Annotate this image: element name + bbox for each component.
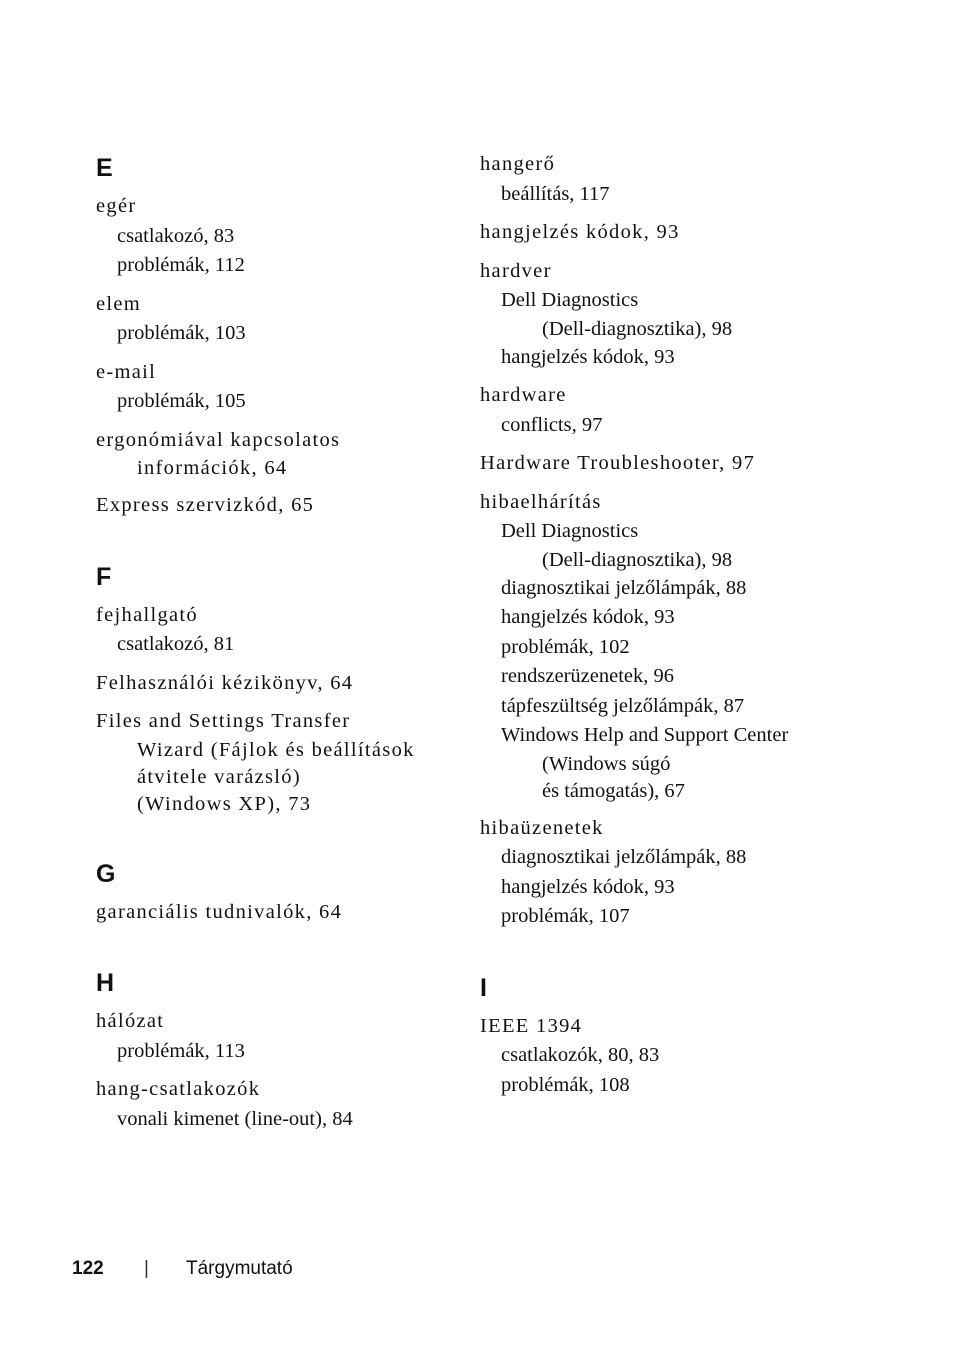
sub-entry xyxy=(480,411,930,441)
sub-entry-text: beállítás, 117 xyxy=(501,182,610,205)
sub-entry-text: hangjelzés kódok, 93 xyxy=(501,606,675,628)
section-letter: F xyxy=(96,562,112,591)
section-letter: G xyxy=(96,859,116,888)
sub-entry-text: problémák, 113 xyxy=(117,1039,245,1062)
entry-term-continuation: átvitele varázsló) xyxy=(137,765,301,788)
sub-entry xyxy=(480,1071,930,1101)
entry-term: Express szervizkód, 65 xyxy=(96,494,315,516)
index-section xyxy=(96,965,456,1134)
index-entry xyxy=(96,669,456,699)
entry-term: egér xyxy=(96,195,137,217)
sub-entry xyxy=(480,286,930,343)
sub-entry xyxy=(96,1037,456,1067)
index-entry xyxy=(480,1012,930,1101)
index-section xyxy=(480,150,930,932)
sub-entry xyxy=(480,1041,930,1071)
index-column-left xyxy=(96,150,456,1172)
entry-term: Felhasználói kézikönyv, 64 xyxy=(96,671,354,694)
sub-entry xyxy=(480,662,930,692)
sub-entry-text: tápfeszültség jelzőlámpák, 87 xyxy=(501,694,745,717)
index-entry xyxy=(96,1075,456,1134)
sub-entry xyxy=(480,517,930,574)
index-entry xyxy=(96,290,456,349)
index-column-right xyxy=(480,150,930,1138)
section-letter: I xyxy=(480,973,487,1002)
sub-entry-continuation: (Windows súgó xyxy=(542,752,671,775)
index-section xyxy=(96,559,456,818)
sub-entry-text: hangjelzés kódok, 93 xyxy=(501,875,675,898)
index-entry xyxy=(96,898,456,928)
entry-term: hibaüzenetek xyxy=(480,816,604,839)
entry-term-continuation: információk, 64 xyxy=(137,457,288,479)
sub-entry xyxy=(96,1105,456,1135)
sub-entry-continuation: (Dell-diagnosztika), 98 xyxy=(542,317,733,340)
sub-entry xyxy=(480,692,930,722)
sub-entry xyxy=(96,319,456,349)
entry-term: elem xyxy=(96,292,142,315)
sub-entry xyxy=(480,902,930,932)
entry-term: Files and Settings Transfer xyxy=(96,710,351,732)
entry-term: hangjelzés kódok, 93 xyxy=(480,221,680,243)
section-title: Tárgymutató xyxy=(186,1258,293,1279)
index-entry xyxy=(96,601,456,660)
sub-entry-text: Dell Diagnostics xyxy=(501,289,639,311)
index-entry xyxy=(96,192,456,281)
sub-entry xyxy=(480,721,930,805)
sub-entry-text: problémák, 103 xyxy=(117,322,246,344)
index-entry xyxy=(96,491,456,521)
index-entry xyxy=(96,358,456,417)
entry-term: hardver xyxy=(480,259,552,282)
sub-entry-text: problémák, 105 xyxy=(117,390,246,412)
entry-term: hardware xyxy=(480,384,567,406)
index-section xyxy=(480,970,930,1101)
sub-entry xyxy=(96,251,456,281)
entry-term: hálózat xyxy=(96,1010,165,1032)
index-entry xyxy=(96,707,456,818)
entry-term: e-mail xyxy=(96,360,157,383)
sub-entry xyxy=(96,222,456,252)
sub-entry xyxy=(480,343,930,373)
entry-term: garanciális tudnivalók, 64 xyxy=(96,900,343,923)
sub-entry xyxy=(480,843,930,873)
sub-entry xyxy=(480,603,930,633)
sub-entry xyxy=(96,387,456,417)
section-letter: H xyxy=(96,969,115,997)
section-letter: E xyxy=(96,154,113,182)
entry-term: Hardware Troubleshooter, 97 xyxy=(480,452,756,474)
sub-entry xyxy=(96,630,456,660)
sub-entry-text: conflicts, 97 xyxy=(501,413,603,436)
sub-entry-text: csatlakozó, 83 xyxy=(117,224,235,247)
entry-term: ergonómiával kapcsolatos xyxy=(96,428,341,451)
index-entry xyxy=(480,814,930,932)
entry-term: hangerő xyxy=(480,153,556,175)
entry-term-continuation: Wizard (Fájlok és beállítások xyxy=(137,738,415,761)
sub-entry-text: vonali kimenet (line-out), 84 xyxy=(117,1107,353,1130)
sub-entry-text: Windows Help and Support Center xyxy=(501,724,789,746)
index-entry xyxy=(480,381,930,440)
sub-entry-text: hangjelzés kódok, 93 xyxy=(501,345,675,368)
sub-entry xyxy=(480,633,930,663)
index-entry xyxy=(480,488,930,805)
sub-entry xyxy=(480,873,930,903)
sub-entry-text: problémák, 102 xyxy=(501,635,630,658)
sub-entry-text: diagnosztikai jelzőlámpák, 88 xyxy=(501,576,747,599)
page-footer xyxy=(72,1254,293,1284)
sub-entry-text: rendszerüzenetek, 96 xyxy=(501,665,675,687)
entry-term: IEEE 1394 xyxy=(480,1014,583,1037)
sub-entry xyxy=(480,574,930,604)
sub-entry-continuation: és támogatás), 67 xyxy=(542,779,685,802)
index-entry xyxy=(480,150,930,209)
sub-entry-text: csatlakozók, 80, 83 xyxy=(501,1044,660,1066)
index-entry xyxy=(480,218,930,248)
entry-term: fejhallgató xyxy=(96,603,198,626)
sub-entry-text: problémák, 108 xyxy=(501,1073,630,1096)
index-entry xyxy=(96,426,456,483)
index-entry xyxy=(480,257,930,373)
sub-entry-text: diagnosztikai jelzőlámpák, 88 xyxy=(501,846,747,868)
sub-entry xyxy=(480,180,930,210)
index-entry xyxy=(480,449,930,479)
entry-term: hang-csatlakozók xyxy=(96,1078,261,1100)
index-entry xyxy=(96,1007,456,1066)
entry-term: hibaelhárítás xyxy=(480,490,602,513)
entry-term-continuation: (Windows XP), 73 xyxy=(137,792,312,815)
footer-separator: | xyxy=(144,1258,149,1279)
sub-entry-text: Dell Diagnostics xyxy=(501,520,639,542)
page-number: 122 xyxy=(72,1258,104,1279)
index-section xyxy=(96,856,456,928)
index-section xyxy=(96,150,456,521)
sub-entry-text: problémák, 112 xyxy=(117,254,245,276)
sub-entry-text: problémák, 107 xyxy=(501,905,630,927)
sub-entry-text: csatlakozó, 81 xyxy=(117,633,235,655)
sub-entry-continuation: (Dell-diagnosztika), 98 xyxy=(542,548,733,571)
